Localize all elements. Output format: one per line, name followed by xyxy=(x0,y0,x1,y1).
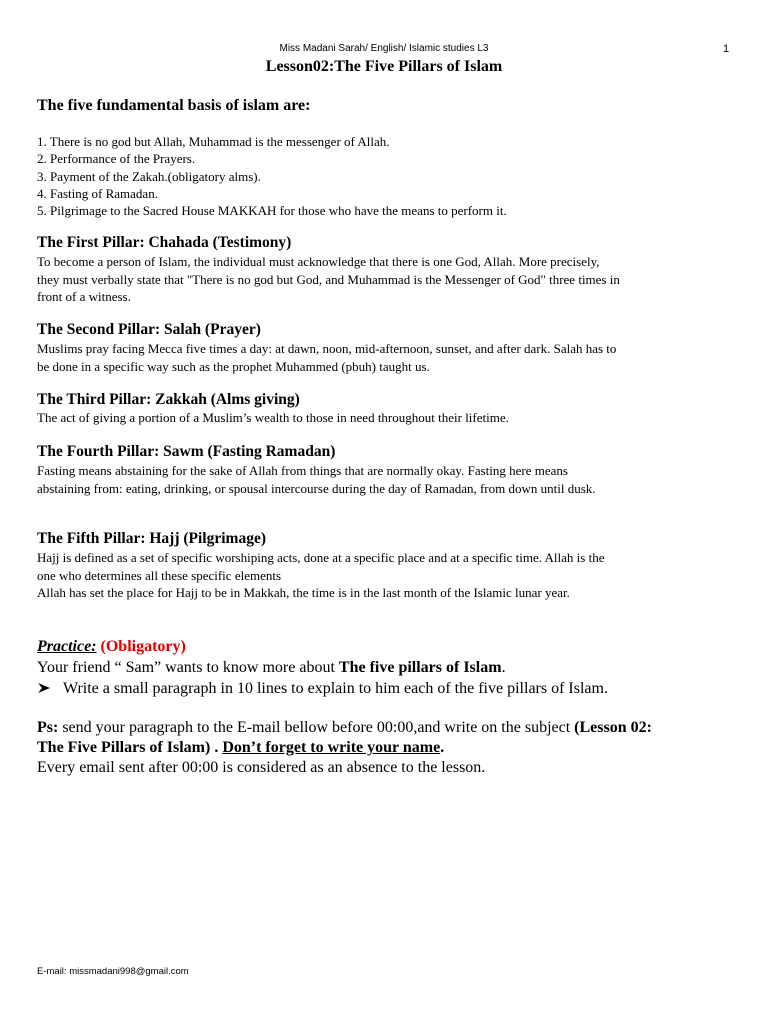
friend-suffix: . xyxy=(501,659,506,676)
text-line: front of a witness. xyxy=(37,289,131,305)
pillar-5-text xyxy=(37,549,737,602)
reminder-end: . xyxy=(440,739,445,756)
bullet-text: Write a small paragraph in 10 lines to explain to him each of the five pillars of Islam. xyxy=(63,680,608,697)
ps-line-1 xyxy=(37,718,737,738)
absence-line: Every email sent after 00:00 is considered as an absence to the lesson. xyxy=(37,759,486,776)
practice-bullet xyxy=(37,679,737,699)
page-number: 1 xyxy=(723,43,730,55)
ps-subject-2: The Five Pillars of Islam) . xyxy=(37,739,223,756)
pillar-5-heading: The Fifth Pillar: Hajj (Pilgrimage) xyxy=(37,530,266,547)
pillar-4-text xyxy=(37,462,737,497)
text-line: The act of giving a portion of a Muslim’s wealth to those in need throughout their lifetime. xyxy=(37,410,509,425)
ps-line-2 xyxy=(37,738,737,758)
practice-label: Practice: xyxy=(37,638,97,655)
text-line: be done in a specific way such as the prophet Muhammed (pbuh) taught us. xyxy=(37,358,430,374)
pillar-1-text xyxy=(37,253,737,306)
text-line: Muslims pray facing Mecca five times a day: at dawn, noon, mid-afternoon, sunset, and after dark. Salah has to xyxy=(37,341,617,356)
friend-text: Your friend “ Sam” wants to know more about xyxy=(37,659,339,676)
pillar-2-heading: The Second Pillar: Salah (Prayer) xyxy=(37,321,261,338)
obligatory-label: (Obligatory) xyxy=(100,638,186,655)
page-title: Lesson02:The Five Pillars of Islam xyxy=(265,58,503,75)
arrow-bullet-icon xyxy=(37,679,63,699)
list-item: 4. Fasting of Ramadan. xyxy=(37,185,158,201)
text-line: To become a person of Islam, the individual must acknowledge that there is one God, Allah. More precisely, xyxy=(37,254,600,269)
pillar-2-text xyxy=(37,340,737,375)
text-line: they must verbally state that "There is no god but God, and Muhammad is the Messenger of God" three times in xyxy=(37,271,620,287)
text-line: Fasting means abstaining for the sake of Allah from things that are normally okay. Fasting here means xyxy=(37,463,568,478)
text-line: one who determines all these specific elements xyxy=(37,567,282,583)
footer-email: E-mail: missmadani998@gmail.com xyxy=(37,966,189,977)
ps-label: Ps: xyxy=(37,719,59,736)
pillar-3-heading: The Third Pillar: Zakkah (Alms giving) xyxy=(37,391,300,408)
intro-heading: The five fundamental basis of islam are: xyxy=(37,97,311,114)
name-reminder: Don’t forget to write your name xyxy=(222,739,441,756)
practice-heading xyxy=(37,638,186,656)
text-line: Hajj is defined as a set of specific worshiping acts, done at a specific place and at a specific time. Allah is the xyxy=(37,550,605,565)
practice-friend-line xyxy=(37,658,737,678)
text-line: Allah has set the place for Hajj to be in Makkah, the time is in the last month of the Islamic lunar year. xyxy=(37,585,570,601)
list-item: 3. Payment of the Zakah.(obligatory alms). xyxy=(37,168,261,184)
list-item: 2. Performance of the Prayers. xyxy=(37,151,196,167)
text-line: abstaining from: eating, drinking, or spousal intercourse during the day of Ramadan, from down until dusk. xyxy=(37,480,596,496)
ps-paragraph xyxy=(37,718,737,778)
list-item: 5. Pilgrimage to the Sacred House MAKKAH for those who have the means to perform it. xyxy=(37,203,507,219)
intro-list xyxy=(37,133,507,219)
pillar-1-heading: The First Pillar: Chahada (Testimony) xyxy=(37,234,292,251)
pillar-4-heading: The Fourth Pillar: Sawm (Fasting Ramadan) xyxy=(37,443,336,460)
friend-bold-text: The five pillars of Islam xyxy=(338,659,502,676)
pillar-3-text xyxy=(37,409,737,427)
list-item: 1. There is no god but Allah, Muhammad is the messenger of Allah. xyxy=(37,134,390,149)
ps-subject-1: (Lesson 02: xyxy=(574,719,652,736)
ps-text: send your paragraph to the E-mail bellow before 00:00,and write on the subject xyxy=(58,719,575,736)
header-line: Miss Madani Sarah/ English/ Islamic studies L3 xyxy=(279,43,489,54)
